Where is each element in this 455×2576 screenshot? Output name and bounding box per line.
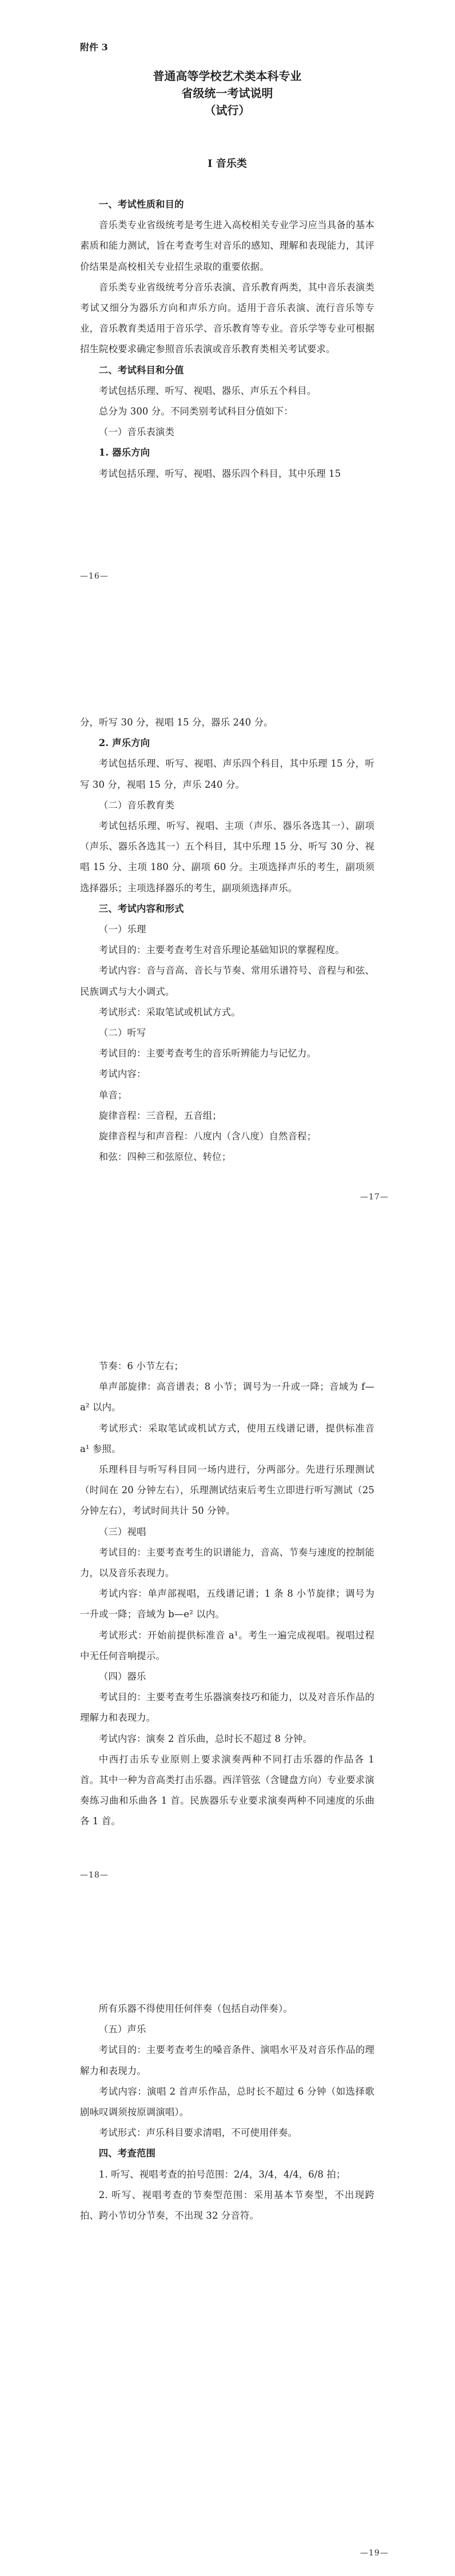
paragraph: （二）听写 xyxy=(98,1027,146,1039)
paragraph: （四）器乐 xyxy=(98,1671,146,1682)
paragraph: （三）视唱 xyxy=(98,1526,146,1537)
paragraph: 1. 听写、视唱考查的拍号范围：2/4，3/4，4/4，6/8 拍； xyxy=(98,2168,346,2180)
paragraph: 考试包括乐理、听写、视唱、主项（声乐、器乐各选其一）、副项（声乐、器乐各选其一）五个科目，其中乐理 15 分、听写 30 分、视唱 15 分、主项 180 分、副项 60 分。主项选择声乐的考生，副项须选择器乐；主项选择器乐的考生，副项须选择声乐。 xyxy=(80,820,374,894)
paragraph: 节奏：6 小节左右； xyxy=(98,1361,184,1371)
heading: 三、考试内容和形式 xyxy=(98,903,184,914)
document-page-3 xyxy=(0,1287,455,1931)
paragraph: 旋律音程：三音程，五音组； xyxy=(98,1110,222,1121)
section-title: Ⅰ 音乐类 xyxy=(207,158,247,170)
paragraph: 所有乐器不得使用任何伴奏（包括自动伴奏）。 xyxy=(98,2003,293,2014)
page-3-body xyxy=(80,1356,374,1832)
paragraph: 考试包括乐理、听写、视唱、器乐、声乐五个科目。 xyxy=(98,385,317,396)
subheading: 2. 声乐方向 xyxy=(98,737,150,749)
page-1-body xyxy=(80,194,374,484)
paragraph: 单音； xyxy=(98,1089,127,1100)
paragraph: （一）乐理 xyxy=(98,924,146,935)
page-number: —19— xyxy=(360,2549,389,2558)
title-line-1: 普通高等学校艺术类本科专业 xyxy=(153,69,302,83)
title-line-2: 省级统一考试说明 xyxy=(181,86,273,100)
paragraph: （五）声乐 xyxy=(98,2024,146,2035)
paragraph: 考试包括乐理、听写、视唱、声乐四个科目，其中乐理 15 分，听写 30 分，视唱 15 分，声乐 240 分。 xyxy=(80,758,374,790)
paragraph: 考试内容：演奏 2 首乐曲，总时长不超过 8 分钟。 xyxy=(98,1733,313,1744)
paragraph: 中西打击乐专业原则上要求演奏两种不同打击乐器的作品各 1 首。其中一种为音高类打击乐器。西洋管弦（含键盘方向）专业要求演奏练习曲和乐曲各 1 首。民族器乐专业要求演奏两种不同速度的乐曲各 1 首。 xyxy=(80,1753,374,1827)
paragraph: 考试内容：演唱 2 首声乐作品，总时长不超过 6 分钟（如选择歌剧咏叹调须按原调演唱）。 xyxy=(80,2085,374,2118)
paragraph: 考试内容：音与音高、音长与节奏、常用乐谱符号、音程与和弦、民族调式与大小调式。 xyxy=(80,965,374,997)
paragraph: 考试目的：主要考查考生对音乐理论基础知识的掌握程度。 xyxy=(98,944,345,956)
paragraph: 考试形式：采取笔试或机试方式。 xyxy=(98,1006,241,1018)
title-line-3: （试行） xyxy=(204,103,250,117)
page-number: —17— xyxy=(360,1193,389,1202)
paragraph: 考试形式：开始前提供标准音 a¹。考生一遍完成视唱。视唱过程中无任何音响提示。 xyxy=(80,1629,374,1661)
paragraph: 乐理科目与听写科目同一场内进行，分两部分。先进行乐理测试（时间在 20 分钟左右），乐理测试结束后考生立即进行听写测试（25 分钟左右），考试时间共计 50 分钟。 xyxy=(80,1464,374,1517)
paragraph: 2. 听写、视唱考查的节奏型范围：采用基本节奏型，不出现跨拍、跨小节切分节奏，不出现 32 分音符。 xyxy=(80,2189,374,2222)
heading: 四、考查范围 xyxy=(98,2148,156,2159)
document-title xyxy=(80,67,374,119)
paragraph: 考试目的：主要考查考生的音乐听辨能力与记忆力。 xyxy=(98,1048,317,1059)
paragraph: 考试目的：主要考查考生乐器演奏技巧和能力，以及对音乐作品的理解力和表现力。 xyxy=(80,1692,374,1724)
paragraph: 总分为 300 分。不同类别考试科目分值如下： xyxy=(98,406,293,417)
paragraph: 考试内容： xyxy=(98,1068,146,1080)
paragraph: （一）音乐表演类 xyxy=(98,426,175,438)
paragraph: 单声部旋律：高音谱表；8 小节；调号为一升或一降；音域为 f—a² 以内。 xyxy=(80,1381,374,1413)
paragraph: 考试形式：声乐科目要求清唱，不可使用伴奏。 xyxy=(98,2127,298,2139)
document-page-1 xyxy=(0,0,455,644)
heading: 一、考试性质和目的 xyxy=(98,199,184,210)
heading: 二、考试科目和分值 xyxy=(98,364,184,376)
document-page-4 xyxy=(0,1931,455,2575)
paragraph: 考试内容：单声部视唱，五线谱记谱；1 条 8 小节旋律；调号为一升或一降；音域为 b—e² 以内。 xyxy=(80,1588,374,1620)
paragraph: 旋律音程与和声音程：八度内（含八度）自然音程； xyxy=(98,1131,317,1142)
paragraph: 音乐类专业省级统考是考生进入高校相关专业学习应当具备的基本素质和能力测试，旨在考查考生对音乐的感知、理解和表现能力，其评价结果是高校相关专业招生录取的重要依据。 xyxy=(80,220,374,272)
paragraph: 音乐类专业省级统考分音乐表演、音乐教育两类，其中音乐表演类考试又细分为器乐方向和声乐方向。适用于音乐表演、流行音乐等专业，音乐教育类适用于音乐学、音乐教育等专业。音乐学等专业可根据招生院校要求确定参照音乐表演或音乐教育类相关考试要求。 xyxy=(80,281,374,355)
paragraph: 和弦：四种三和弦原位、转位； xyxy=(98,1151,232,1163)
paragraph: 考试目的：主要考查考生的嗓音条件、演唱水平及对音乐作品的理解力和表现力。 xyxy=(80,2044,374,2076)
paragraph: 考试目的：主要考查考生的识谱能力，音高、节奏与速度的控制能力，以及音乐表现力。 xyxy=(80,1546,374,1579)
paragraph: 考试形式：采取笔试或机试方式，使用五线谱记谱，提供标准音 a¹ 参照。 xyxy=(80,1422,374,1454)
paragraph: 考试包括乐理、听写、视唱、器乐四个科目，其中乐理 15 xyxy=(98,468,341,479)
paragraph: （二）音乐教育类 xyxy=(98,799,175,811)
document-page-2 xyxy=(0,644,455,1287)
paragraph: 分，听写 30 分，视唱 15 分，器乐 240 分。 xyxy=(80,717,273,728)
subheading: 1. 器乐方向 xyxy=(98,447,150,458)
page-4-body xyxy=(80,1999,374,2226)
page-number: —16— xyxy=(80,572,109,581)
page-number: —18— xyxy=(80,1871,109,1880)
attachment-label: 附件 3 xyxy=(80,42,108,53)
page-2-body xyxy=(80,712,374,1167)
